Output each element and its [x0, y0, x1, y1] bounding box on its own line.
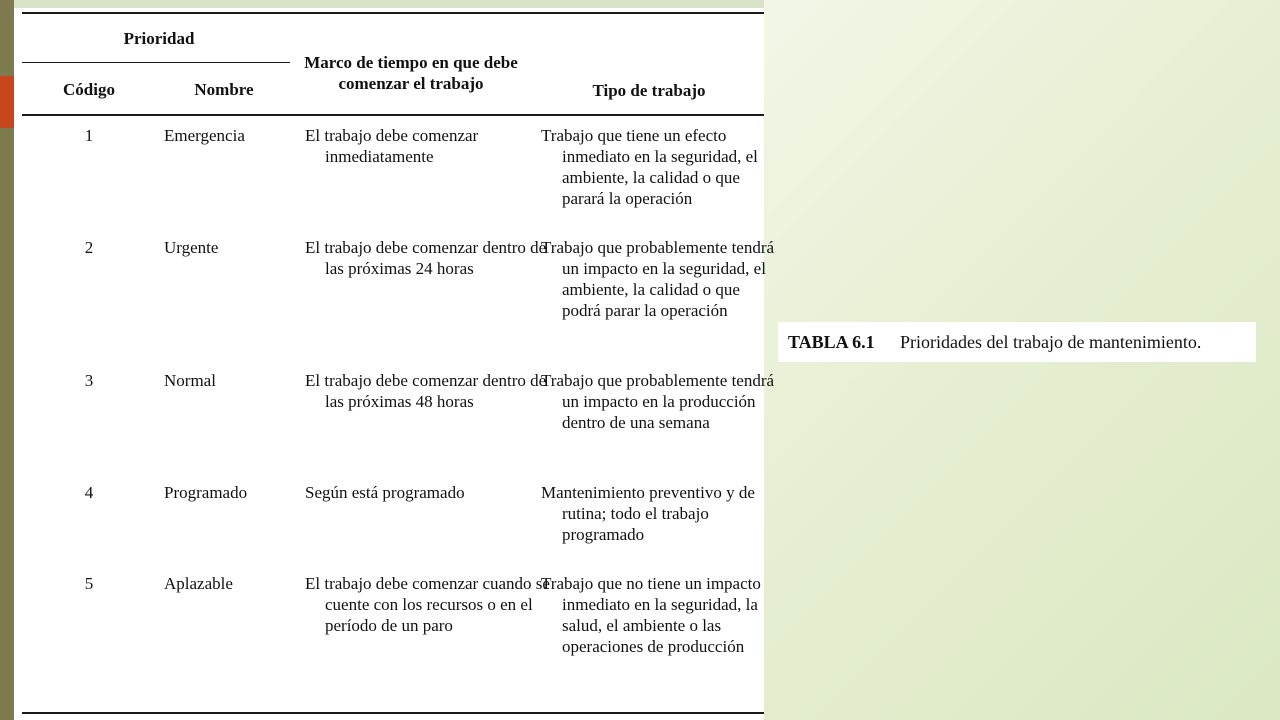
cell-nombre: Urgente	[164, 238, 219, 257]
header-prioridad: Prioridad	[123, 29, 195, 48]
cell-marco: El trabajo debe comenzar dentro de las próximas 48 horas	[305, 371, 547, 411]
caption-text: Prioridades del trabajo de mantenimiento.	[900, 332, 1202, 352]
cell-nombre: Programado	[164, 483, 248, 502]
priority-table	[14, 8, 775, 720]
header-bottom-rule	[22, 114, 764, 116]
cell-tipo: Trabajo que probablemente tendrá un impacto en la producción dentro de una semana	[541, 371, 775, 432]
cell-codigo: 4	[84, 483, 94, 502]
cell-nombre: Emergencia	[164, 126, 245, 145]
cell-codigo: 3	[84, 371, 94, 390]
caption-label: TABLA 6.1	[788, 332, 875, 352]
header-tipo-de-trabajo: Tipo de trabajo	[592, 81, 706, 100]
cell-marco: El trabajo debe comenzar dentro de las próximas 24 horas	[305, 238, 547, 278]
header-codigo: Código	[63, 80, 115, 99]
cell-marco: Según está programado	[305, 483, 465, 502]
left-accent-bar	[0, 76, 14, 128]
cell-nombre: Normal	[164, 371, 216, 390]
table-top-rule	[22, 12, 764, 14]
table-bottom-rule	[22, 712, 764, 714]
table-caption	[778, 322, 1256, 362]
header-marco-de-tiempo: Marco de tiempo en que debe comenzar el trabajo	[304, 53, 518, 93]
cell-tipo: Trabajo que probablemente tendrá un impacto en la seguridad, el ambiente, la calidad o que podrá parar la operación	[541, 238, 775, 320]
cell-marco: El trabajo debe comenzar inmediatamente	[305, 126, 479, 166]
cell-tipo: Trabajo que no tiene un impacto inmediato en la seguridad, la salud, el ambiente o las operaciones de producción	[541, 574, 761, 656]
cell-tipo: Trabajo que tiene un efecto inmediato en la seguridad, el ambiente, la calidad o que parará la operación	[541, 126, 758, 208]
cell-codigo: 1	[84, 126, 94, 145]
cell-codigo: 2	[84, 238, 94, 257]
top-strip	[14, 0, 764, 8]
cell-marco: El trabajo debe comenzar cuando se cuente con los recursos o en el período de un paro	[305, 574, 550, 635]
header-nombre: Nombre	[194, 80, 254, 99]
cell-nombre: Aplazable	[164, 574, 233, 593]
prioridad-underline	[22, 62, 290, 63]
cell-tipo: Mantenimiento preventivo y de rutina; todo el trabajo programado	[541, 483, 755, 544]
cell-codigo: 5	[84, 574, 94, 593]
